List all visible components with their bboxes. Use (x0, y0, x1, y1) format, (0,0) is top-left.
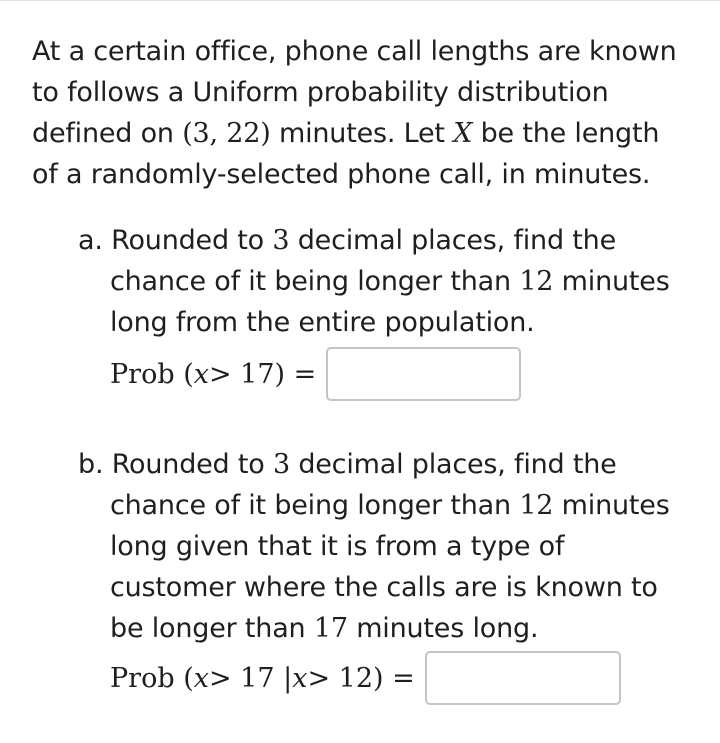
part-b-line-3: long given that it is from a type of (110, 531, 565, 562)
part-a-question (78, 220, 698, 343)
intro-text: minutes. Let (270, 118, 454, 149)
variable-math: X (453, 118, 473, 149)
intro-text: defined on (32, 118, 183, 149)
number-math: 3 (272, 449, 290, 480)
part-a-answer-input[interactable] (326, 347, 521, 401)
number-math: 12 (519, 266, 554, 297)
part-b-text: minutes (553, 490, 670, 521)
interval-math: (3, 22) (182, 118, 271, 149)
part-b-text: be longer than (110, 613, 314, 644)
part-a-line-3: long from the entire population. (110, 307, 535, 338)
number-math: 3 (272, 225, 290, 256)
part-a-answer-row (110, 345, 521, 403)
part-b-text: b. Rounded to (78, 449, 273, 480)
prob-variable: x (193, 358, 209, 390)
prob-variable: x (193, 662, 209, 694)
intro-line-1: At a certain office, phone call lengths are known (32, 36, 677, 67)
prob-label: Prob ( (110, 662, 194, 694)
intro-line-2: to follows a Uniform probability distribution (32, 77, 609, 108)
part-b-text: chance of it being longer than (110, 490, 520, 521)
prob-expression: > 17) = (208, 358, 317, 390)
part-a-line-1 (78, 220, 698, 261)
part-b-text: minutes long. (347, 613, 539, 644)
part-a-text: chance of it being longer than (110, 266, 520, 297)
part-b-answer-input[interactable] (425, 651, 621, 705)
part-a-text: a. Rounded to (78, 225, 273, 256)
problem-statement (32, 31, 702, 195)
part-b-line-2 (78, 485, 698, 526)
intro-line-3 (32, 113, 702, 154)
part-b-answer-row (110, 649, 621, 707)
intro-text: be the length (472, 118, 660, 149)
prob-variable: x (292, 662, 308, 694)
prob-expression: > 17 | (208, 662, 293, 694)
part-a-line-2 (78, 261, 698, 302)
part-b-line-5 (78, 608, 698, 649)
number-math: 17 (313, 613, 348, 644)
part-a-text: decimal places, find the (289, 225, 616, 256)
part-b-line-1 (78, 444, 698, 485)
part-a-text: minutes (553, 266, 670, 297)
prob-expression: > 12) = (307, 662, 415, 694)
number-math: 12 (519, 490, 554, 521)
intro-line-4: of a randomly-selected phone call, in minutes. (32, 159, 651, 190)
part-b-line-4: customer where the calls are is known to (110, 572, 658, 603)
prob-label: Prob ( (110, 358, 194, 390)
part-b-question (78, 444, 698, 649)
part-b-text: decimal places, find the (289, 449, 617, 480)
top-divider (0, 0, 720, 1)
